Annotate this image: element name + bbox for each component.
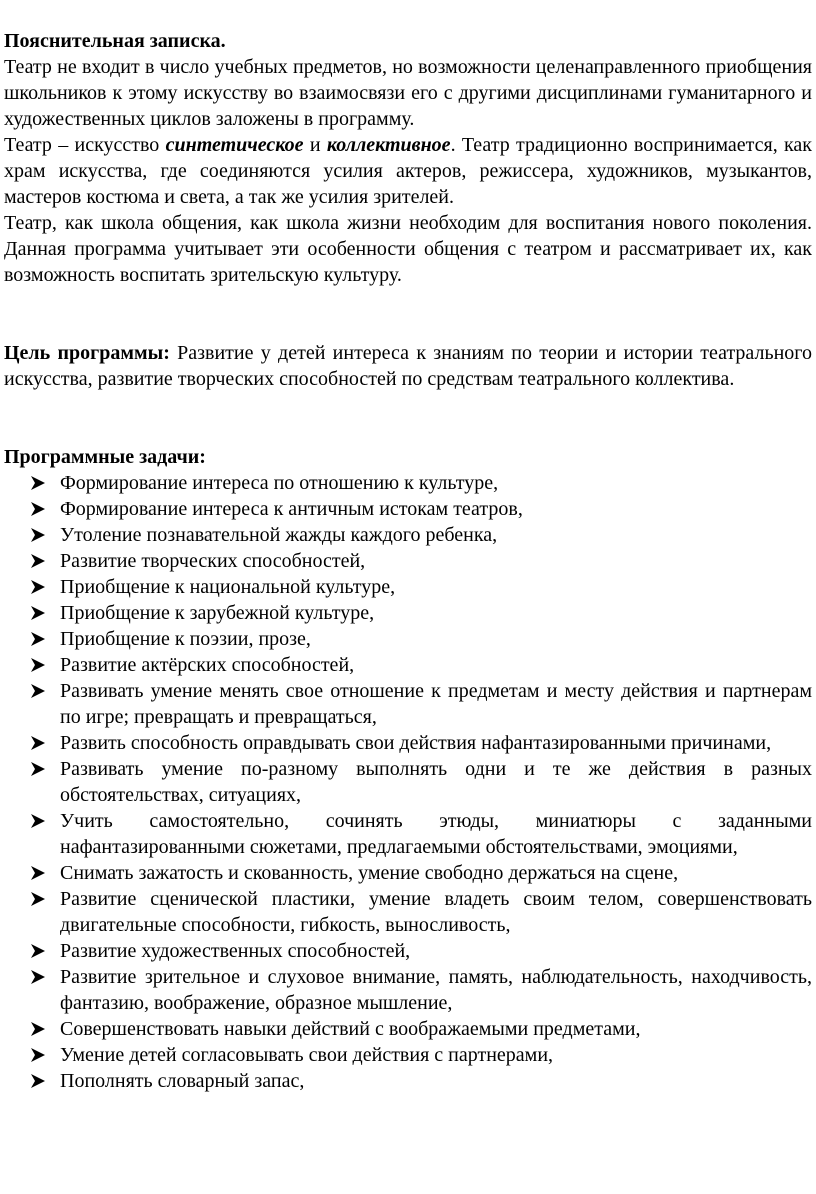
arrow-bullet-icon bbox=[28, 548, 48, 574]
arrow-bullet-icon bbox=[28, 1042, 48, 1068]
arrow-bullet-icon bbox=[28, 964, 48, 990]
task-list-item bbox=[4, 574, 812, 600]
task-text: Снимать зажатость и скованность, умение свободно держаться на сцене, bbox=[60, 862, 679, 884]
task-list-item bbox=[4, 1042, 812, 1068]
task-text: Умение детей согласовывать свои действия с партнерами, bbox=[60, 1044, 554, 1066]
arrow-bullet-icon bbox=[28, 470, 48, 496]
task-list-item bbox=[4, 886, 812, 938]
goal-label: Цель программы: bbox=[4, 342, 170, 364]
goal-paragraph bbox=[4, 340, 812, 392]
task-text: Развитие актёрских способностей, bbox=[60, 654, 355, 676]
task-text: Развитие художественных способностей, bbox=[60, 940, 411, 962]
arrow-bullet-icon bbox=[28, 730, 48, 756]
arrow-bullet-icon bbox=[28, 496, 48, 522]
task-text: Развитие сценической пластики, умение владеть своим телом, совершенствовать двигательные способности, гибкость, выносливость, bbox=[60, 888, 812, 936]
task-list-item bbox=[4, 678, 812, 730]
task-text: Приобщение к зарубежной культуре, bbox=[60, 602, 375, 624]
task-text: Приобщение к поэзии, прозе, bbox=[60, 628, 311, 650]
task-list-item bbox=[4, 1068, 812, 1094]
arrow-bullet-icon bbox=[28, 938, 48, 964]
arrow-bullet-icon bbox=[28, 886, 48, 912]
tasks-list bbox=[4, 470, 812, 1094]
task-text: Развивать умение менять свое отношение к предметам и месту действия и партнерам по игре; превращать и превращаться, bbox=[60, 680, 812, 728]
task-list-item bbox=[4, 522, 812, 548]
note-title: Пояснительная записка. bbox=[4, 30, 226, 52]
task-text: Пополнять словарный запас, bbox=[60, 1070, 305, 1092]
arrow-bullet-icon bbox=[28, 522, 48, 548]
goal-text: Развитие у детей интереса к знаниям по теории и истории театрального искусства, развитие творческих способностей по средствам театрального коллектива. bbox=[4, 342, 812, 390]
task-list-item bbox=[4, 496, 812, 522]
task-list-item bbox=[4, 964, 812, 1016]
arrow-bullet-icon bbox=[28, 678, 48, 704]
task-text: Утоление познавательной жажды каждого ребенка, bbox=[60, 524, 498, 546]
term-synthetic: синтетическое bbox=[165, 134, 304, 156]
task-list-item bbox=[4, 470, 812, 496]
task-list-item bbox=[4, 730, 812, 756]
note-paragraph-1: Театр не входит в число учебных предметов, но возможности целенаправленного приобщения школьников к этому искусству во взаимосвязи его с другими дисциплинами гуманитарного и художественных циклов заложены в программу. bbox=[4, 56, 812, 130]
task-text: Приобщение к национальной культуре, bbox=[60, 576, 396, 598]
task-list-item bbox=[4, 938, 812, 964]
task-text: Совершенствовать навыки действий с воображаемыми предметами, bbox=[60, 1018, 641, 1040]
note-paragraph-3: Театр, как школа общения, как школа жизни необходим для воспитания нового поколения. Данная программа учитывает эти особенности общения с театром и рассматривает их, как возможность воспитать зрительскую культуру. bbox=[4, 212, 812, 286]
p2-mid: и bbox=[303, 134, 327, 156]
arrow-bullet-icon bbox=[28, 574, 48, 600]
task-list-item bbox=[4, 626, 812, 652]
task-text: Развивать умение по-разному выполнять одни и те же действия в разных обстоятельствах, ситуациях, bbox=[60, 758, 812, 806]
task-list-item bbox=[4, 600, 812, 626]
term-collective: коллективное bbox=[326, 134, 451, 156]
arrow-bullet-icon bbox=[28, 1016, 48, 1042]
task-list-item bbox=[4, 756, 812, 808]
task-text: Формирование интереса по отношению к культуре, bbox=[60, 472, 499, 494]
arrow-bullet-icon bbox=[28, 652, 48, 678]
p2-start: Театр – искусство bbox=[4, 134, 166, 156]
task-list-item bbox=[4, 1016, 812, 1042]
arrow-bullet-icon bbox=[28, 756, 48, 782]
task-text: Формирование интереса к античным истокам театров, bbox=[60, 498, 523, 520]
task-list-item bbox=[4, 548, 812, 574]
task-list-item bbox=[4, 860, 812, 886]
task-list-item bbox=[4, 808, 812, 860]
task-text: Развить способность оправдывать свои действия нафантазированными причинами, bbox=[60, 732, 772, 754]
note-paragraph-2 bbox=[4, 132, 812, 210]
task-list-item bbox=[4, 652, 812, 678]
arrow-bullet-icon bbox=[28, 600, 48, 626]
arrow-bullet-icon bbox=[28, 860, 48, 886]
task-text: Развитие творческих способностей, bbox=[60, 550, 366, 572]
arrow-bullet-icon bbox=[28, 808, 48, 834]
arrow-bullet-icon bbox=[28, 1068, 48, 1094]
p2-end: . Театр традиционно воспринимается, как храм искусства, где соединяются усилия актеров, режиссера, художников, музыкантов, мастеров костюма и света, а так же усилия зрителей. bbox=[4, 134, 813, 208]
task-text: Учить самостоятельно, сочинять этюды, миниатюры с заданными нафантазированными сюжетами, предлагаемыми обстоятельствами, эмоциями, bbox=[60, 810, 812, 858]
tasks-title: Программные задачи: bbox=[4, 446, 206, 468]
task-text: Развитие зрительное и слуховое внимание, память, наблюдательность, находчивость, фантазию, воображение, образное мышление, bbox=[60, 966, 812, 1014]
arrow-bullet-icon bbox=[28, 626, 48, 652]
